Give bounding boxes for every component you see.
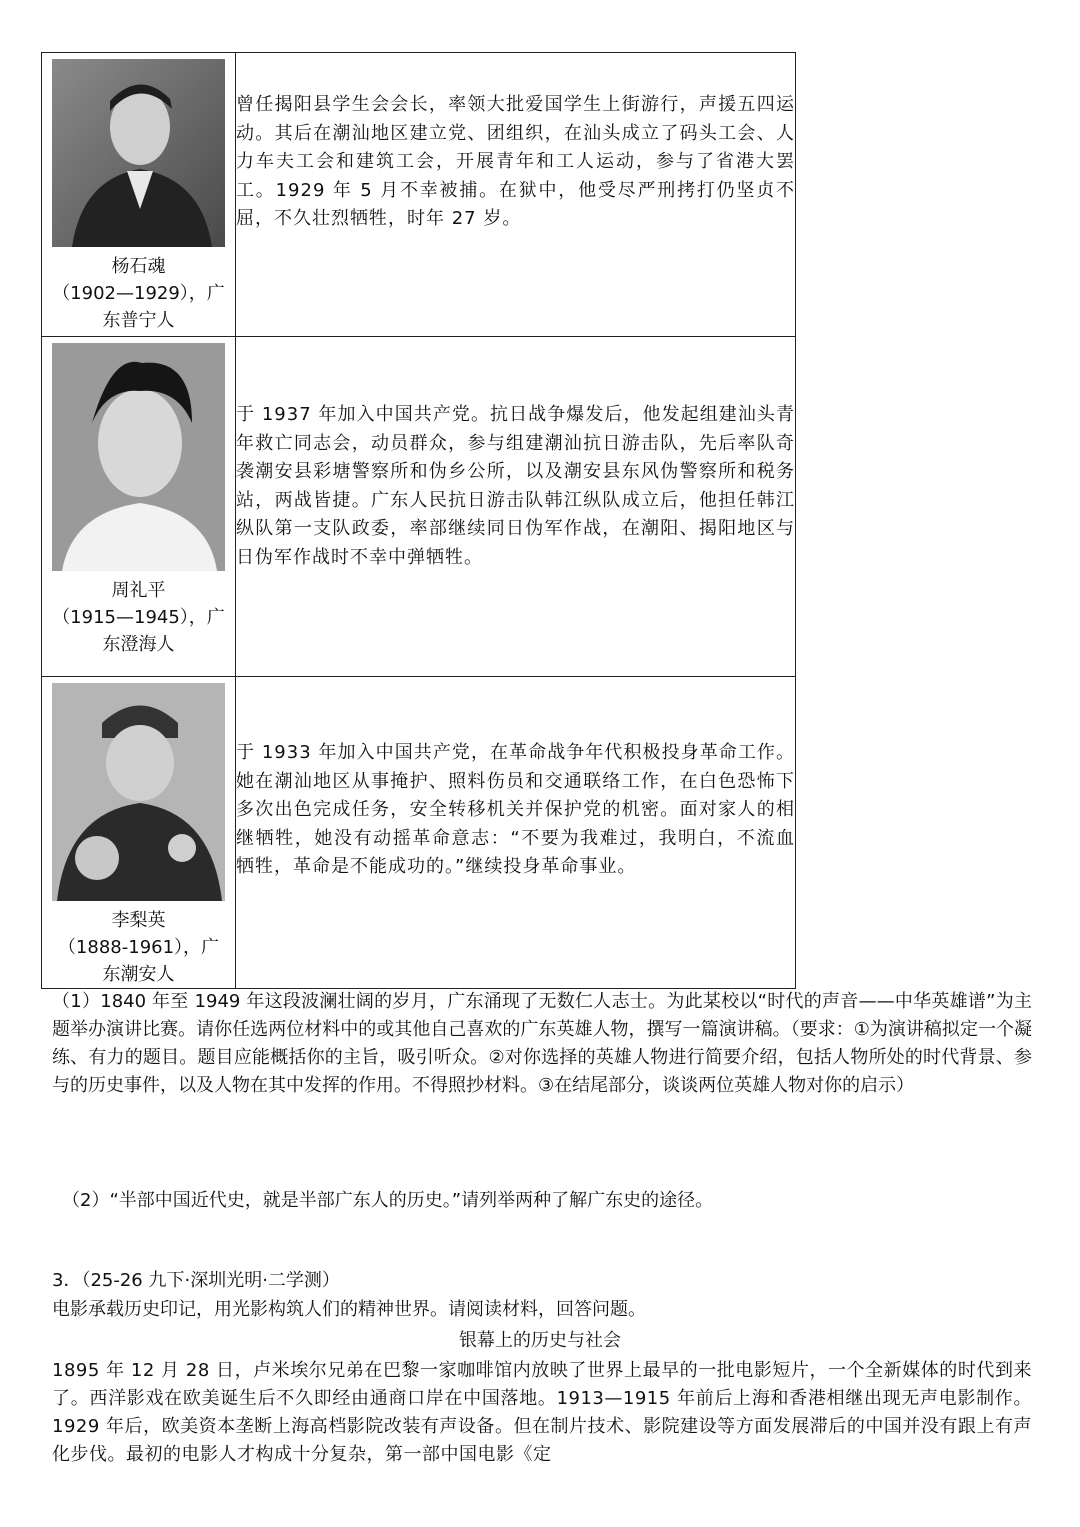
hero-portrait-photo [52, 59, 225, 247]
question-2: （2）“半部中国近代史，就是半部广东人的历史。”请列举两种了解广东史的途径。 [62, 1190, 714, 1211]
hero-name: 李梨英 [111, 910, 166, 931]
hero-name: 杨石魂 [111, 256, 166, 277]
table-row [42, 53, 796, 337]
hero-description: 于 1933 年加入中国共产党，在革命战争年代积极投身革命工作。她在潮汕地区从事掩护、照料伤员和交通联络工作，在白色恐怖下多次出色完成任务，安全转移机关并保护党的机密。面对家人的相继牺牲，她没有动摇革命意志：“不要为我难过，我明白，不流血牺牲，革命是不能成功的。”继续投身革命事业。 [236, 742, 795, 877]
question-1: （1）1840 年至 1949 年这段波澜壮阔的岁月，广东涌现了无数仁人志士。为此某校以“时代的声音——中华英雄谱”为主题举办演讲比赛。请你任选两位材料中的或其他自己喜欢的广东英雄人物，撰写一篇演讲稿。（要求：①为演讲稿拟定一个凝练、有力的题目。题目应能概括你的主旨，吸引听众。②对你选择的英雄人物进行简要介绍，包括人物所处的时代背景、参与的历史事件，以及人物在其中发挥的作用。不得照抄材料。③在结尾部分，谈谈两位英雄人物对你的启示） [52, 991, 1032, 1096]
section-title: 银幕上的历史与社会 [459, 1330, 621, 1351]
hero-description: 曾任揭阳县学生会会长，率领大批爱国学生上街游行，声援五四运动。其后在潮汕地区建立党、团组织，在汕头成立了码头工会、人力车夫工会和建筑工会，开展青年和工人运动，参与了省港大罢工。1929 年 5 月不幸被捕。在狱中，他受尽严刑拷打仍坚贞不屈，不久壮烈牺牲，时年 27 岁。 [236, 94, 795, 229]
hero-photo-cell [42, 677, 236, 989]
hero-description-cell [236, 53, 796, 337]
question-3-intro: 电影承载历史印记，用光影构筑人们的精神世界。请阅读材料，回答问题。 [52, 1299, 646, 1320]
hero-dates: （1888-1961），广 [57, 937, 220, 958]
table-row [42, 337, 796, 677]
hero-description-cell [236, 677, 796, 989]
hero-description: 于 1937 年加入中国共产党。抗日战争爆发后，他发起组建汕头青年救亡同志会，动员群众，参与组建潮汕抗日游击队，先后率队奇袭潮安县彩塘警察所和伪乡公所，以及潮安县东风伪警察所和税务站，两战皆捷。广东人民抗日游击队韩江纵队成立后，他担任韩江纵队第一支队政委，率部继续同日伪军作战，在潮阳、揭阳地区与日伪军作战时不幸中弹牺牲。 [236, 404, 795, 568]
hero-portrait-photo [52, 683, 225, 901]
hero-name: 周礼平 [111, 580, 166, 601]
hero-dates: （1915—1945），广 [52, 607, 225, 628]
question-3-header: 3．（25-26 九下·深圳光明·二学测） [52, 1270, 340, 1291]
hero-dates: （1902—1929），广 [52, 283, 225, 304]
hero-portrait-photo [52, 343, 225, 571]
hero-photo-cell [42, 53, 236, 337]
table-row [42, 677, 796, 989]
heroes-table [41, 52, 796, 989]
hero-photo-cell [42, 337, 236, 677]
hero-origin: 东潮安人 [102, 964, 175, 985]
material-body-text: 1895 年 12 月 28 日，卢米埃尔兄弟在巴黎一家咖啡馆内放映了世界上最早的一批电影短片，一个全新媒体的时代到来了。西洋影戏在欧美诞生后不久即经由通商口岸在中国落地。1913—1915 年前后上海和香港相继出现无声电影制作。1929 年后，欧美资本垄断上海高档影院改装有声设备。但在制片技术、影院建设等方面发展滞后的中国并没有跟上有声化步伐。最初的电影人才构成十分复杂，第一部中国电影《定 [52, 1360, 1032, 1465]
hero-origin: 东澄海人 [102, 634, 175, 655]
hero-origin: 东普宁人 [102, 310, 175, 331]
hero-description-cell [236, 337, 796, 677]
